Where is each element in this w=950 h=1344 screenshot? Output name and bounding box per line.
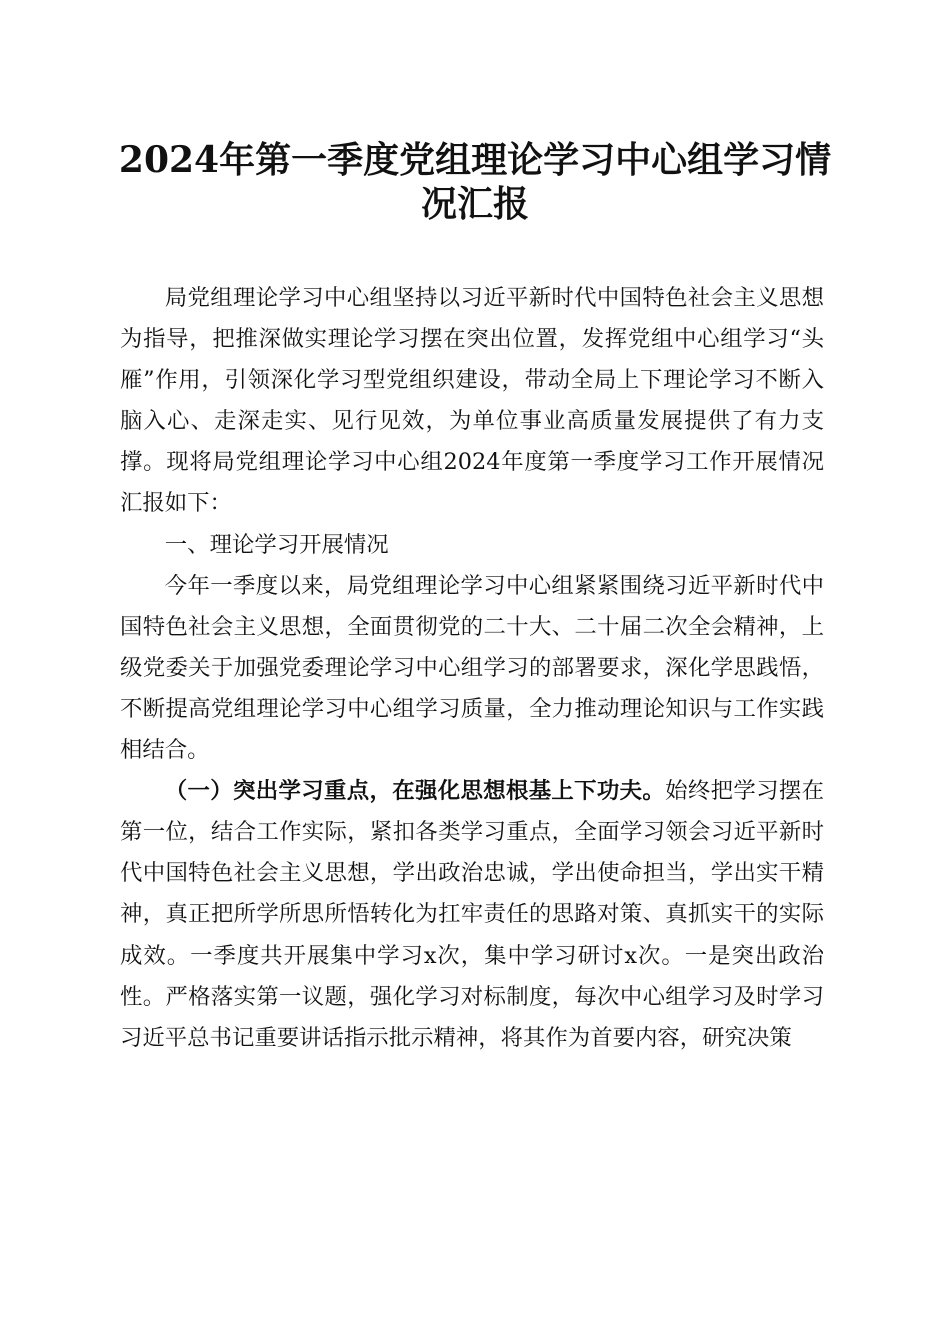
subsection-paragraph <box>120 771 824 1059</box>
section-paragraph: 今年一季度以来，局党组理论学习中心组紧紧围绕习近平新时代中国特色社会主义思想，全面贯彻党的二十大、二十届二次全会精神，上级党委关于加强党委理论学习中心组学习的部署要求，深化学思践悟，不断提高党组理论学习中心组学习质量，全力推动理论知识与工作实践相结合。 <box>120 572 824 764</box>
document-body <box>120 278 824 1059</box>
section-heading: 一、理论学习开展情况 <box>164 531 389 558</box>
intro-paragraph: 局党组理论学习中心组坚持以习近平新时代中国特色社会主义思想为指导，把推深做实理论学习摆在突出位置，发挥党组中心组学习“头雁”作用，引领深化学习型党组织建设，带动全局上下理论学习不断入脑入心、走深走实、见行见效，为单位事业高质量发展提供了有力支撑。现将局党组理论学习中心组2024年度第一季度学习工作开展情况汇报如下： <box>120 285 824 517</box>
document-title: 2024年第一季度党组理论学习中心组学习情况汇报 <box>118 139 832 225</box>
subsection-lead: （一）突出学习重点，在强化思想根基上下功夫。 <box>164 778 666 805</box>
subsection-text: 始终把学习摆在第一位，结合工作实际，紧扣各类学习重点，全面学习领会习近平新时代中国特色社会主义思想，学出政治忠诚，学出使命担当，学出实干精神，真正把所学所思所悟转化为扛牢责任的思路对策、真抓实干的实际成效。一季度共开展集中学习x次，集中学习研讨x次。一是突出政治性。严格落实第一议题，强化学习对标制度，每次中心组学习及时学习习近平总书记重要讲话指示批示精神，将其作为首要内容，研究决策 <box>120 778 825 1051</box>
